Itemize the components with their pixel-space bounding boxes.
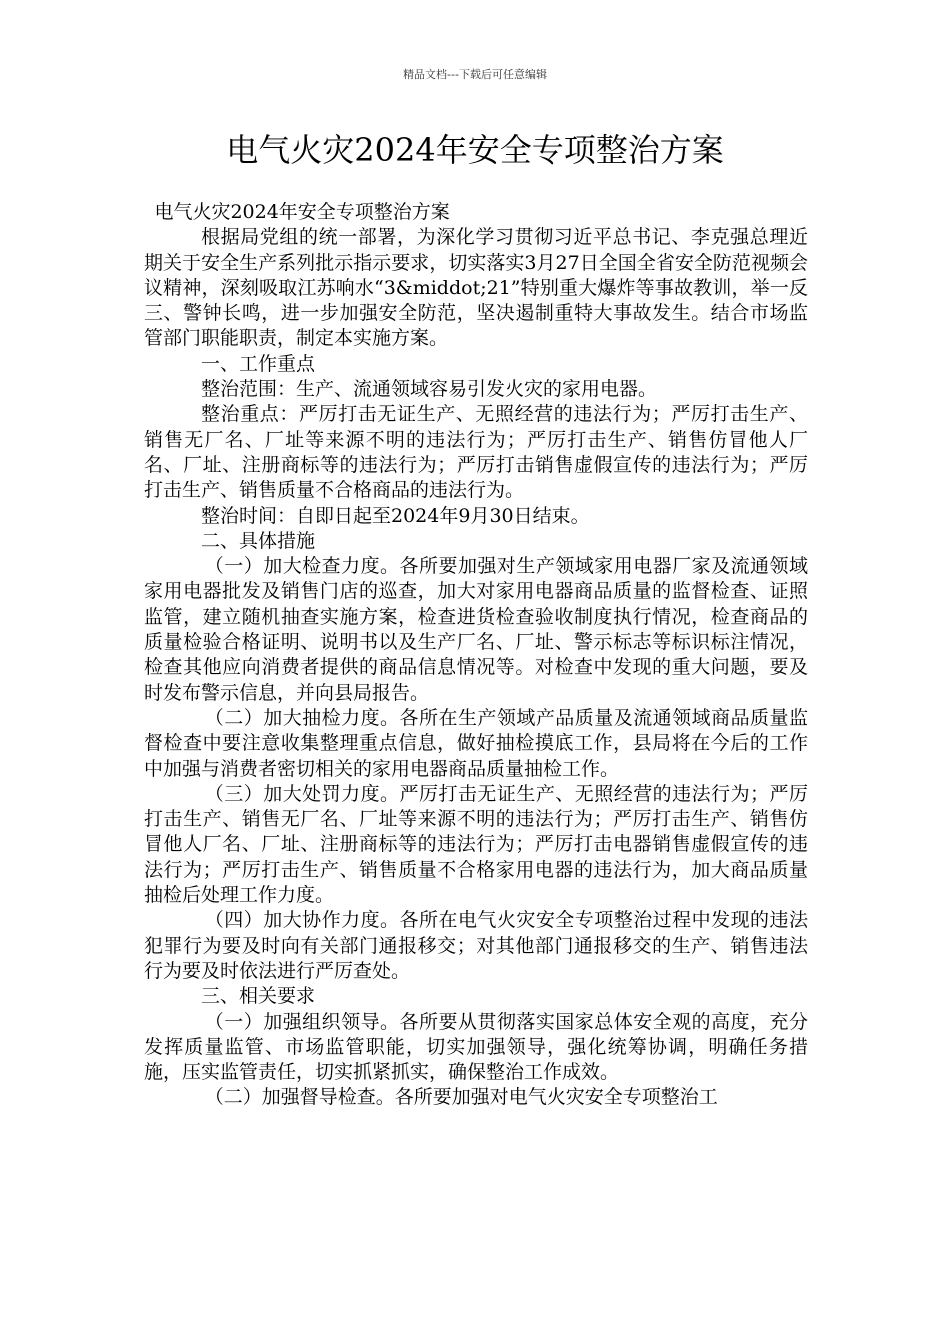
header-note: 精品文档---下载后可任意编辑 (403, 68, 547, 81)
section-heading-3: 三、相关要求 (201, 985, 316, 1008)
document-title: 电气火灾2024年安全专项整治方案 (226, 131, 724, 169)
document-subtitle: 电气火灾2024年安全专项整治方案 (154, 201, 450, 223)
focus-paragraph: 整治重点：严厉打击无证生产、无照经营的违法行为；严厉打击生产、销售无厂名、厂址等来源不明的违法行为；严厉打击生产、销售仿冒他人厂名、厂址、注册商标等的违法行为；严厉打击销售虚假宣传的违法行为；严厉打击生产、销售质量不合格商品的违法行为。 (144, 403, 808, 502)
measure-paragraph-2: （二）加大抽检力度。各所在生产领域产品质量及流通领域商品质量监督检查中要注意收集整理重点信息，做好抽检摸底工作，县局将在今后的工作中加强与消费者密切相关的家用电器商品质量抽检工作。 (144, 706, 808, 780)
section-heading-1: 一、工作重点 (201, 352, 316, 375)
intro-paragraph: 根据局党组的统一部署，为深化学习贯彻习近平总书记、李克强总理近期关于安全生产系列批示指示要求，切实落实3月27日全国全省安全防范视频会议精神，深刻吸取江苏响水“3&middot;21”特别重大爆炸等事故教训，举一反三、警钟长鸣，进一步加强安全防范，坚决遏制重特大事故发生。结合市场监管部门职能职责，制定本实施方案。 (144, 226, 808, 350)
measure-paragraph-1: （一）加大检查力度。各所要加强对生产领域家用电器厂家及流通领域家用电器批发及销售门店的巡查，加大对家用电器商品质量的监督检查、证照监管，建立随机抽查实施方案，检查进货检查验收制度执行情况，检查商品的质量检验合格证明、说明书以及生产厂名、厂址、警示标志等标识标注情况，检查其他应向消费者提供的商品信息情况等。对检查中发现的重大问题，要及时发布警示信息，并向县局报告。 (144, 555, 808, 704)
scope-paragraph: 整治范围：生产、流通领域容易引发火灾的家用电器。 (201, 378, 658, 401)
requirement-paragraph-1: （一）加强组织领导。各所要从贯彻落实国家总体安全观的高度，充分发挥质量监管、市场监管职能，切实加强领导，强化统筹协调，明确任务措施，压实监管责任，切实抓紧抓实，确保整治工作成效。 (144, 1010, 808, 1084)
measure-paragraph-4: （四）加大协作力度。各所在电气火灾安全专项整治过程中发现的违法犯罪行为要及时向有关部门通报移交；对其他部门通报移交的生产、销售违法行为要及时依法进行严厉查处。 (144, 909, 808, 982)
section-heading-2: 二、具体措施 (201, 529, 316, 552)
requirement-paragraph-2: （二）加强督导检查。各所要加强对电气火灾安全专项整治工 (204, 1086, 718, 1109)
document-body (144, 200, 808, 1111)
measure-paragraph-3: （三）加大处罚力度。严厉打击无证生产、无照经营的违法行为；严厉打击生产、销售无厂名、厂址等来源不明的违法行为；严厉打击生产、销售仿冒他人厂名、厂址、注册商标等的违法行为；严厉打击电器销售虚假宣传的违法行为；严厉打击生产、销售质量不合格家用电器的违法行为，加大商品质量抽检后处理工作力度。 (144, 782, 808, 907)
time-paragraph: 整治时间：自即日起至2024年9月30日结束。 (201, 504, 590, 527)
